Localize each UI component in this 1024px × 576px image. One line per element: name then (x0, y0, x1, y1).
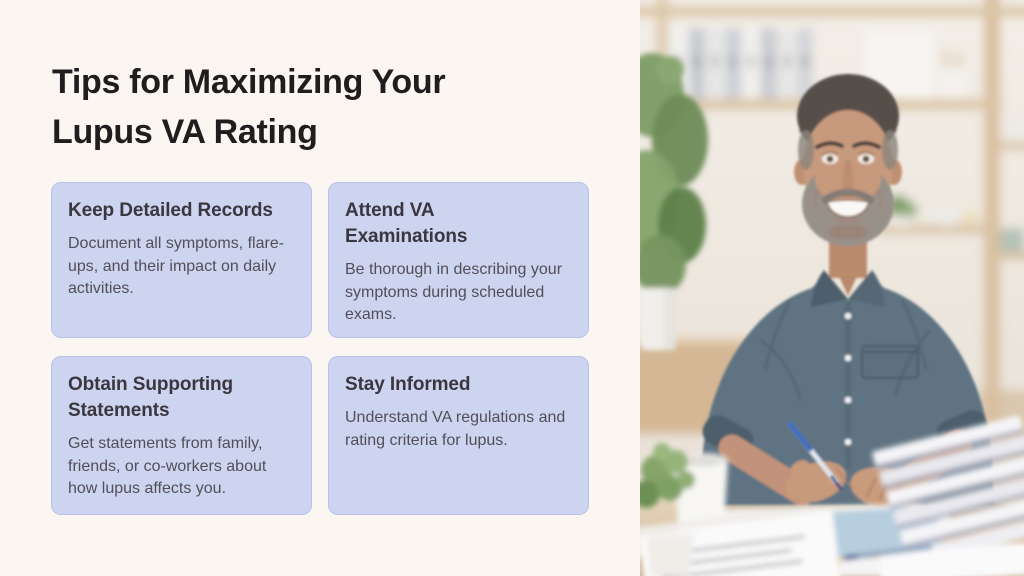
tip-card-body: Get statements from family, friends, or co-workers about how lupus affects you. (68, 435, 267, 497)
page-title-line-2: Lupus VA Rating (52, 113, 318, 151)
tip-card-body: Understand VA regulations and rating criteria for lupus. (345, 409, 566, 449)
page-title-line-1: Tips for Maximizing Your (52, 63, 446, 101)
tip-card-heading: Attend VA Examinations (345, 200, 468, 247)
tip-card-body: Be thorough in describing your symptoms during scheduled exams. (345, 261, 563, 323)
tip-card-heading: Stay Informed (345, 374, 471, 395)
tip-card-heading: Keep Detailed Records (68, 200, 273, 221)
tip-card-stay-informed (328, 356, 589, 515)
tip-card-heading: Obtain Supporting Statements (68, 374, 234, 421)
tips-grid (51, 182, 640, 515)
tip-card-body: Document all symptoms, flare-ups, and their impact on daily activities. (68, 235, 285, 297)
tip-card-obtain-supporting-statements (51, 356, 312, 515)
tip-card-attend-va-examinations (328, 182, 589, 338)
page-title (52, 57, 640, 157)
office-photo (640, 0, 1024, 576)
tip-card-keep-detailed-records (51, 182, 312, 338)
photo-illustration (640, 0, 1024, 576)
